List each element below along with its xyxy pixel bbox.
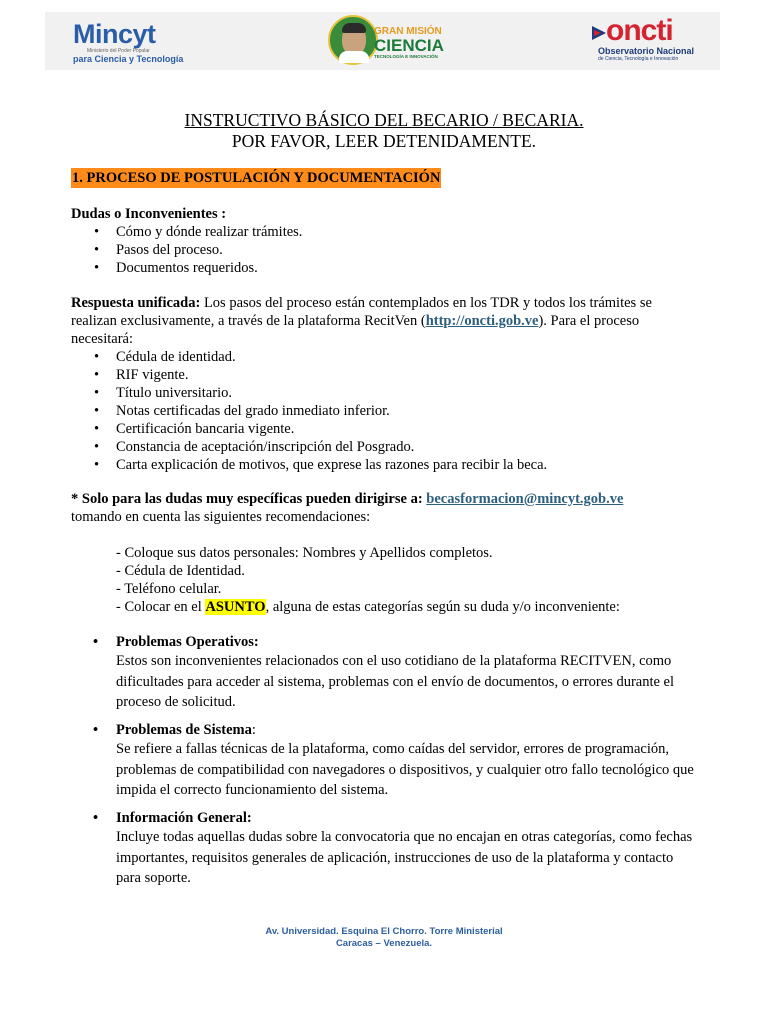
- requisitos-list: [71, 348, 697, 474]
- list-item: • Documentos requeridos.: [116, 259, 697, 277]
- oncti-logo-word: oncti: [606, 14, 673, 47]
- recomendacion-item: - Teléfono celular.: [116, 581, 222, 597]
- contacto-block: [71, 490, 697, 526]
- respuesta-block: [71, 294, 697, 474]
- footer-line1: Av. Universidad. Esquina El Chorro. Torre Ministerial: [265, 926, 503, 937]
- categoria-sistema: [93, 721, 697, 801]
- footer-address: [0, 926, 768, 950]
- email-link[interactable]: becasformacion@mincyt.gob.ve: [426, 491, 624, 507]
- categoria-desc: Se refiere a fallas técnicas de la plataforma, como caídas del servidor, errores de programación, problemas de compatibilidad con navegadores o dispositivos, y cualquier otro fallo tecnológico que impida el correcto funcionamiento del sistema.: [116, 741, 694, 798]
- recomendacion-item: - Coloque sus datos personales: Nombres y Apellidos completos.: [116, 545, 493, 561]
- categoria-general: [93, 809, 697, 889]
- list-item: • Constancia de aceptación/inscripción del Posgrado.: [116, 438, 697, 456]
- respuesta-text1: Los pasos del proceso están contemplados en los TDR y todos los trámites se realizan exclusivamente, a través de la plataforma RecitVen (: [71, 295, 652, 329]
- document-subtitle: POR FAVOR, LEER DETENIDAMENTE.: [231, 131, 537, 151]
- list-item: • RIF vigente.: [116, 366, 697, 384]
- categoria-title-tail: :: [251, 722, 256, 738]
- oncti-logo: [598, 16, 694, 62]
- list-item: • Cédula de identidad.: [116, 348, 697, 366]
- rec4-pre: - Colocar en el: [116, 599, 206, 615]
- list-item: • Título universitario.: [116, 384, 697, 402]
- mincyt-logo-tag: para Ciencia y Tecnología: [73, 54, 184, 64]
- respuesta-label: Respuesta unificada:: [71, 295, 201, 311]
- document-title: INSTRUCTIVO BÁSICO DEL BECARIO / BECARIA.: [184, 110, 584, 130]
- list-item: • Certificación bancaria vigente.: [116, 420, 697, 438]
- recomendaciones-block: [116, 544, 697, 616]
- categoria-desc: Incluye todas aquellas dudas sobre la convocatoria que no encajan en otras categorías, como fechas importantes, requisitos generales de aplicación, instrucciones de uso de la plataforma y contacto para soporte.: [116, 829, 693, 886]
- asunto-highlight: ASUNTO: [205, 599, 266, 615]
- respuesta-paragraph: [71, 294, 697, 348]
- categoria-desc: Estos son inconvenientes relacionados con el uso cotidiano de la plataforma RECITVEN, como dificultades para acceder al sistema, problemas con el envío de documentos, o errores durante el proceso de solicitud.: [116, 653, 675, 710]
- categoria-title: • Información General:: [93, 809, 697, 827]
- dudas-block: [71, 205, 697, 277]
- oncti-logo-sub2: de Ciencia, Tecnología e Innovación: [598, 56, 679, 62]
- mincyt-logo: [73, 20, 183, 64]
- list-item: • Pasos del proceso.: [116, 241, 697, 259]
- list-item: • Notas certificadas del grado inmediato inferior.: [116, 402, 697, 420]
- contacto-tail: tomando en cuenta las siguientes recomendaciones:: [71, 509, 371, 525]
- contacto-lead-line: [71, 490, 697, 508]
- contacto-lead: * Solo para las dudas muy específicas pueden dirigirse a:: [71, 491, 423, 507]
- gmc-line3: TECNOLOGÍA E INNOVACIÓN: [374, 54, 438, 59]
- mincyt-logo-sub: Ministerio del Poder Popular: [87, 48, 150, 54]
- categoria-title: • Problemas Operativos:: [93, 633, 697, 651]
- recomendacion-item: [116, 598, 697, 616]
- dudas-heading: Dudas o Inconvenientes :: [71, 206, 227, 222]
- flag-icon: [592, 26, 606, 40]
- categoria-title: Problemas de Sistema: [116, 722, 252, 738]
- dudas-list: [71, 223, 697, 277]
- gmc-line2: CIENCIA: [374, 36, 444, 55]
- footer-line2: Caracas – Venezuela.: [335, 938, 433, 949]
- gmc-line1: GRAN MISIÓN: [374, 26, 442, 37]
- list-item: • Carta explicación de motivos, que exprese las razones para recibir la beca.: [116, 456, 697, 474]
- respuesta-text2: ). Para el proceso necesitará:: [71, 313, 640, 347]
- categoria-title-line: [93, 721, 697, 739]
- rec4-post: , alguna de estas categorías según su duda y/o inconveniente:: [265, 599, 620, 615]
- section-heading: 1. PROCESO DE POSTULACIÓN Y DOCUMENTACIÓN: [72, 170, 441, 186]
- list-item: • Cómo y dónde realizar trámites.: [116, 223, 697, 241]
- header-banner: [45, 12, 720, 70]
- categoria-operativos: [93, 633, 697, 713]
- gran-mision-ciencia-logo: [328, 15, 458, 67]
- portrait-seal-icon: [328, 15, 378, 65]
- oncti-logo-sub1: Observatorio Nacional: [598, 46, 695, 56]
- recomendacion-item: - Cédula de Identidad.: [116, 563, 245, 579]
- oncti-link[interactable]: http://oncti.gob.ve: [425, 313, 539, 329]
- mincyt-logo-word: Mincyt: [73, 19, 156, 49]
